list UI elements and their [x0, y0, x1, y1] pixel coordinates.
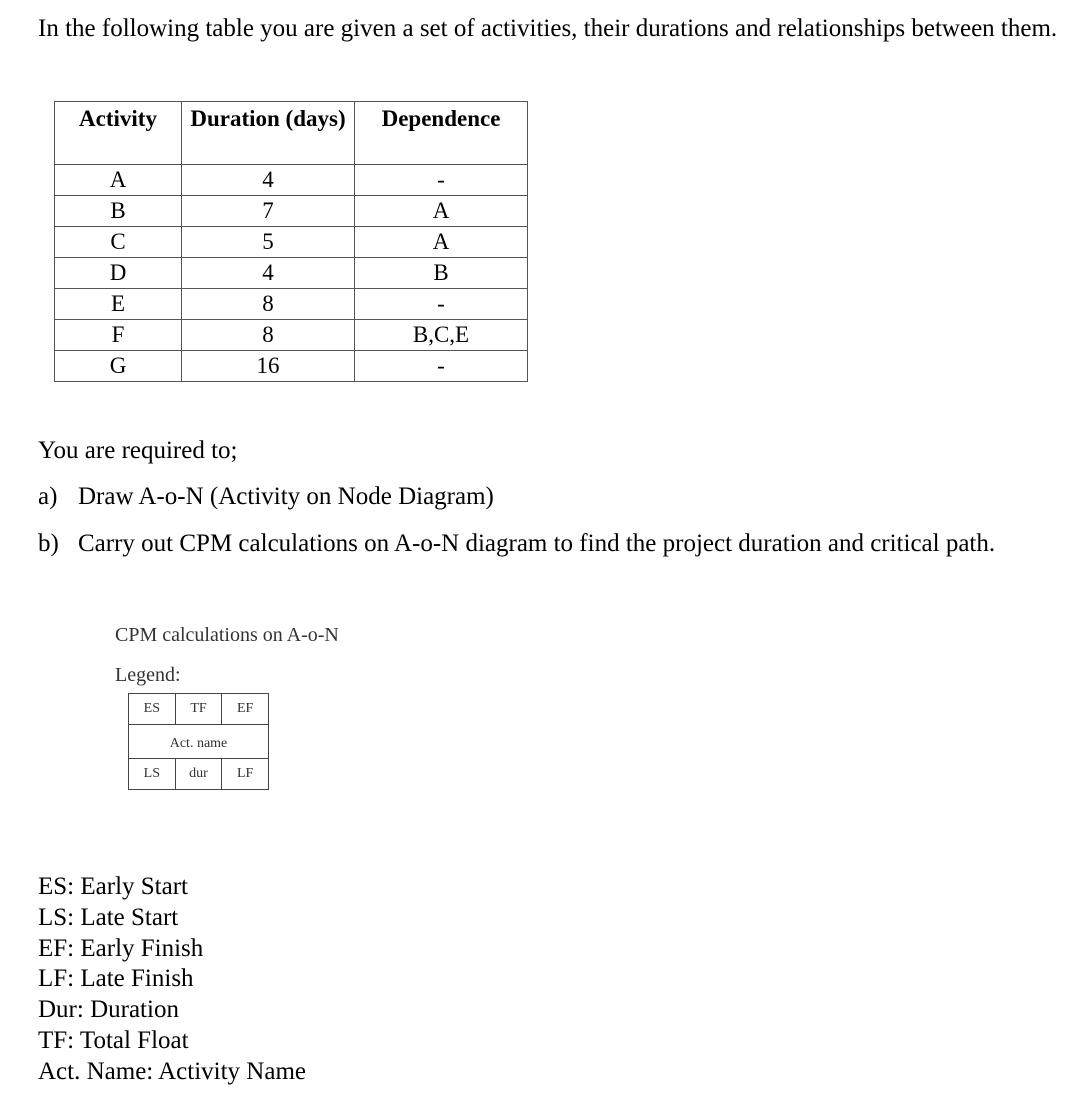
requirement-text: Draw A-o-N (Activity on Node Diagram): [78, 483, 494, 510]
table-row: [55, 196, 528, 227]
cell-duration: 16: [182, 351, 355, 382]
definition-item: EF: Early Finish: [38, 934, 204, 962]
table-row: [55, 258, 528, 289]
cell-dependence: A: [355, 196, 528, 227]
cell-activity: D: [55, 258, 182, 289]
legend-tf: TF: [175, 694, 222, 724]
table-row: [55, 320, 528, 351]
legend-bottom-row: [129, 758, 268, 789]
cell-duration: 4: [182, 258, 355, 289]
cell-dependence: A: [355, 227, 528, 258]
cell-dependence: -: [355, 289, 528, 320]
requirement-a: [38, 483, 494, 511]
cell-duration: 7: [182, 196, 355, 227]
cell-duration: 8: [182, 320, 355, 351]
definition-item: ES: Early Start: [38, 873, 188, 900]
definitions-list: [38, 872, 306, 1088]
cell-activity: A: [55, 165, 182, 196]
legend-ef: EF: [221, 694, 268, 724]
definition-item: TF: Total Float: [38, 1026, 189, 1054]
definition-item: Dur: Duration: [38, 996, 179, 1024]
cell-dependence: -: [355, 165, 528, 196]
header-activity: Activity: [55, 102, 182, 165]
legend-act-name: Act. name: [169, 736, 228, 751]
activity-table: [54, 101, 528, 382]
cell-duration: 4: [182, 165, 355, 196]
cell-activity: G: [55, 351, 182, 382]
legend-node-box: [128, 693, 269, 790]
table-row: [55, 227, 528, 258]
cell-dependence: B: [355, 258, 528, 289]
header-dependence: Dependence: [355, 102, 528, 165]
cell-activity: E: [55, 289, 182, 320]
legend-title: Legend:: [115, 664, 181, 686]
cell-activity: B: [55, 196, 182, 227]
cell-activity: F: [55, 320, 182, 351]
cell-duration: 5: [182, 227, 355, 258]
definition-item: Act. Name: Activity Name: [38, 1057, 306, 1085]
requirement-b: [38, 530, 995, 558]
requirements-title: You are required to;: [38, 437, 238, 464]
table-row: [55, 289, 528, 320]
table-row: [55, 351, 528, 382]
requirement-marker: a): [38, 483, 58, 510]
cell-dependence: B,C,E: [355, 320, 528, 351]
cpm-title: CPM calculations on A-o-N: [115, 624, 339, 646]
legend-top-row: [129, 694, 268, 725]
requirement-text: Carry out CPM calculations on A-o-N diagram to find the project duration and critical path.: [78, 530, 996, 557]
cell-dependence: -: [355, 351, 528, 382]
definition-item: LF: Late Finish: [38, 965, 194, 993]
cell-duration: 8: [182, 289, 355, 320]
table-row: [55, 165, 528, 196]
definition-item: LS: Late Start: [38, 903, 179, 931]
legend-ls: LS: [143, 766, 160, 781]
legend-es: ES: [143, 701, 160, 716]
legend-dur: dur: [175, 759, 222, 789]
cell-activity: C: [55, 227, 182, 258]
intro-paragraph: In the following table you are given a set of activities, their durations and relationships between them.: [38, 15, 1058, 42]
table-header-row: [55, 102, 528, 165]
legend-lf: LF: [221, 759, 268, 789]
requirement-marker: b): [38, 530, 59, 557]
header-duration: Duration (days): [182, 102, 355, 165]
